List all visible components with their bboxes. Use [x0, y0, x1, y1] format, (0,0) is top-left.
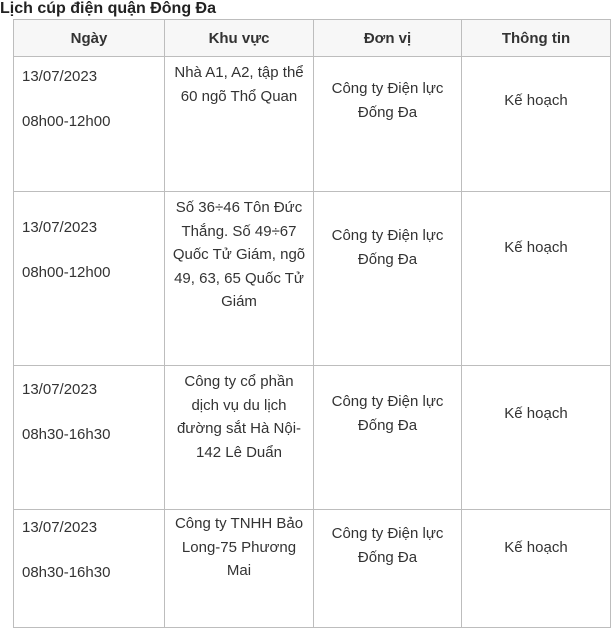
unit-cell: Công ty Điện lực Đống Đa	[314, 510, 462, 628]
area-cell: Số 36÷46 Tôn Đức Thắng. Số 49÷67 Quốc Tử Giám, ngõ 49, 63, 65 Quốc Tử Giám	[165, 192, 314, 366]
table-row	[14, 192, 611, 366]
time-text: 08h00-12h00	[22, 263, 111, 281]
info-cell: Kế hoạch	[462, 510, 611, 628]
table-row	[14, 57, 611, 192]
area-cell: Nhà A1, A2, tập thể 60 ngõ Thổ Quan	[165, 57, 314, 192]
date-cell	[14, 192, 165, 366]
date-text: 13/07/2023	[22, 219, 98, 236]
unit-cell: Công ty Điện lực Đống Đa	[314, 57, 462, 192]
area-cell: Công ty TNHH Bảo Long-75 Phương Mai	[165, 510, 314, 628]
date-text: 13/07/2023	[22, 381, 98, 398]
date-cell	[14, 510, 165, 628]
date-text: 13/07/2023	[22, 519, 98, 536]
header-date: Ngày	[14, 20, 165, 57]
header-info: Thông tin	[462, 20, 611, 57]
unit-cell: Công ty Điện lực Đống Đa	[314, 366, 462, 510]
table-header-row	[14, 20, 611, 57]
info-cell: Kế hoạch	[462, 192, 611, 366]
table-row	[14, 366, 611, 510]
date-text: 13/07/2023	[22, 68, 98, 85]
unit-cell: Công ty Điện lực Đống Đa	[314, 192, 462, 366]
time-text: 08h30-16h30	[22, 563, 111, 581]
area-cell: Công ty cổ phần dịch vụ du lịch đường sắt Hà Nội-142 Lê Duẩn	[165, 366, 314, 510]
header-unit: Đơn vị	[314, 20, 462, 57]
time-text: 08h00-12h00	[22, 112, 111, 130]
time-text: 08h30-16h30	[22, 425, 111, 443]
info-cell: Kế hoạch	[462, 366, 611, 510]
outage-schedule-table	[13, 19, 611, 628]
header-area: Khu vực	[165, 20, 314, 57]
info-cell: Kế hoạch	[462, 57, 611, 192]
table-row	[14, 510, 611, 628]
page-title: Lịch cúp điện quận Đông Đa	[0, 0, 216, 17]
date-cell	[14, 57, 165, 192]
date-cell	[14, 366, 165, 510]
